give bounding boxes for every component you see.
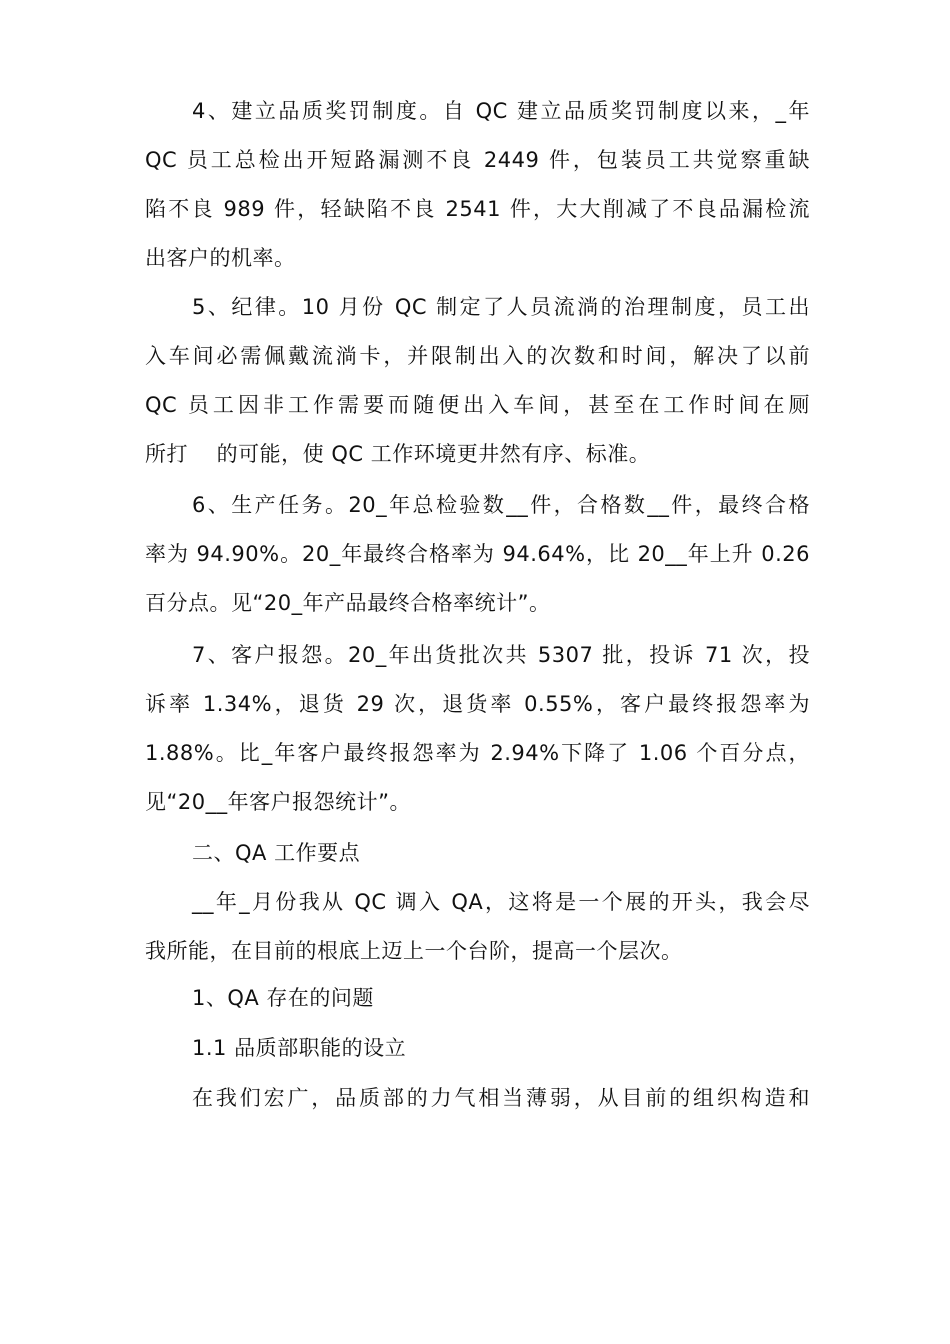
paragraph-7-line-1: 7、客户报怨。20_年出货批次共 5307 批，投诉 71 次，投 bbox=[192, 643, 810, 667]
paragraph-5-line-3: QC 员工因非工作需要而随便出入车间，甚至在工作时间在厕 bbox=[145, 393, 810, 417]
paragraph-7-line-2: 诉率 1.34%，退货 29 次，退货率 0.55%，客户最终报怨率为 bbox=[145, 692, 810, 716]
paragraph-7-line-3: 1.88%。比_年客户最终报怨率为 2.94%下降了 1.06 个百分点， bbox=[145, 741, 810, 765]
paragraph-5-line-2: 入车间必需佩戴流淌卡，并限制出入的次数和时间，解决了以前 bbox=[145, 344, 810, 368]
paragraph-4-line-1: 4、建立品质奖罚制度。自 QC 建立品质奖罚制度以来，_年 bbox=[192, 99, 810, 123]
paragraph-5-line-4: 所打 的可能，使 QC 工作环境更井然有序、标准。 bbox=[145, 442, 651, 466]
paragraph-7-line-4: 见“20__年客户报怨统计”。 bbox=[145, 790, 411, 814]
subheading-quality-dept: 1.1 品质部职能的设立 bbox=[192, 1036, 407, 1060]
paragraph-4-line-4: 出客户的机率。 bbox=[145, 246, 296, 270]
paragraph-6-line-1: 6、生产任务。20_年总检验数__件，合格数__件，最终合格 bbox=[192, 493, 810, 517]
subheading-qa-problems: 1、QA 存在的问题 bbox=[192, 986, 374, 1010]
paragraph-qa-line-1: __年_月份我从 QC 调入 QA，这将是一个展的开头，我会尽 bbox=[192, 890, 810, 914]
paragraph-6-line-2: 率为 94.90%。20_年最终合格率为 94.64%，比 20__年上升 0.26 bbox=[145, 542, 810, 566]
paragraph-last-line-1: 在我们宏广，品质部的力气相当薄弱，从目前的组织构造和 bbox=[192, 1086, 810, 1110]
paragraph-5-line-1: 5、纪律。10 月份 QC 制定了人员流淌的治理制度，员工出 bbox=[192, 295, 810, 319]
section-heading-qa: 二、QA 工作要点 bbox=[192, 841, 361, 865]
paragraph-4-line-2: QC 员工总检出开短路漏测不良 2449 件，包装员工共觉察重缺 bbox=[145, 148, 810, 172]
paragraph-4-line-3: 陷不良 989 件，轻缺陷不良 2541 件，大大削减了不良品漏检流 bbox=[145, 197, 810, 221]
paragraph-qa-line-2: 我所能，在目前的根底上迈上一个台阶，提高一个层次。 bbox=[145, 939, 683, 963]
paragraph-6-line-3: 百分点。见“20_年产品最终合格率统计”。 bbox=[145, 591, 551, 615]
